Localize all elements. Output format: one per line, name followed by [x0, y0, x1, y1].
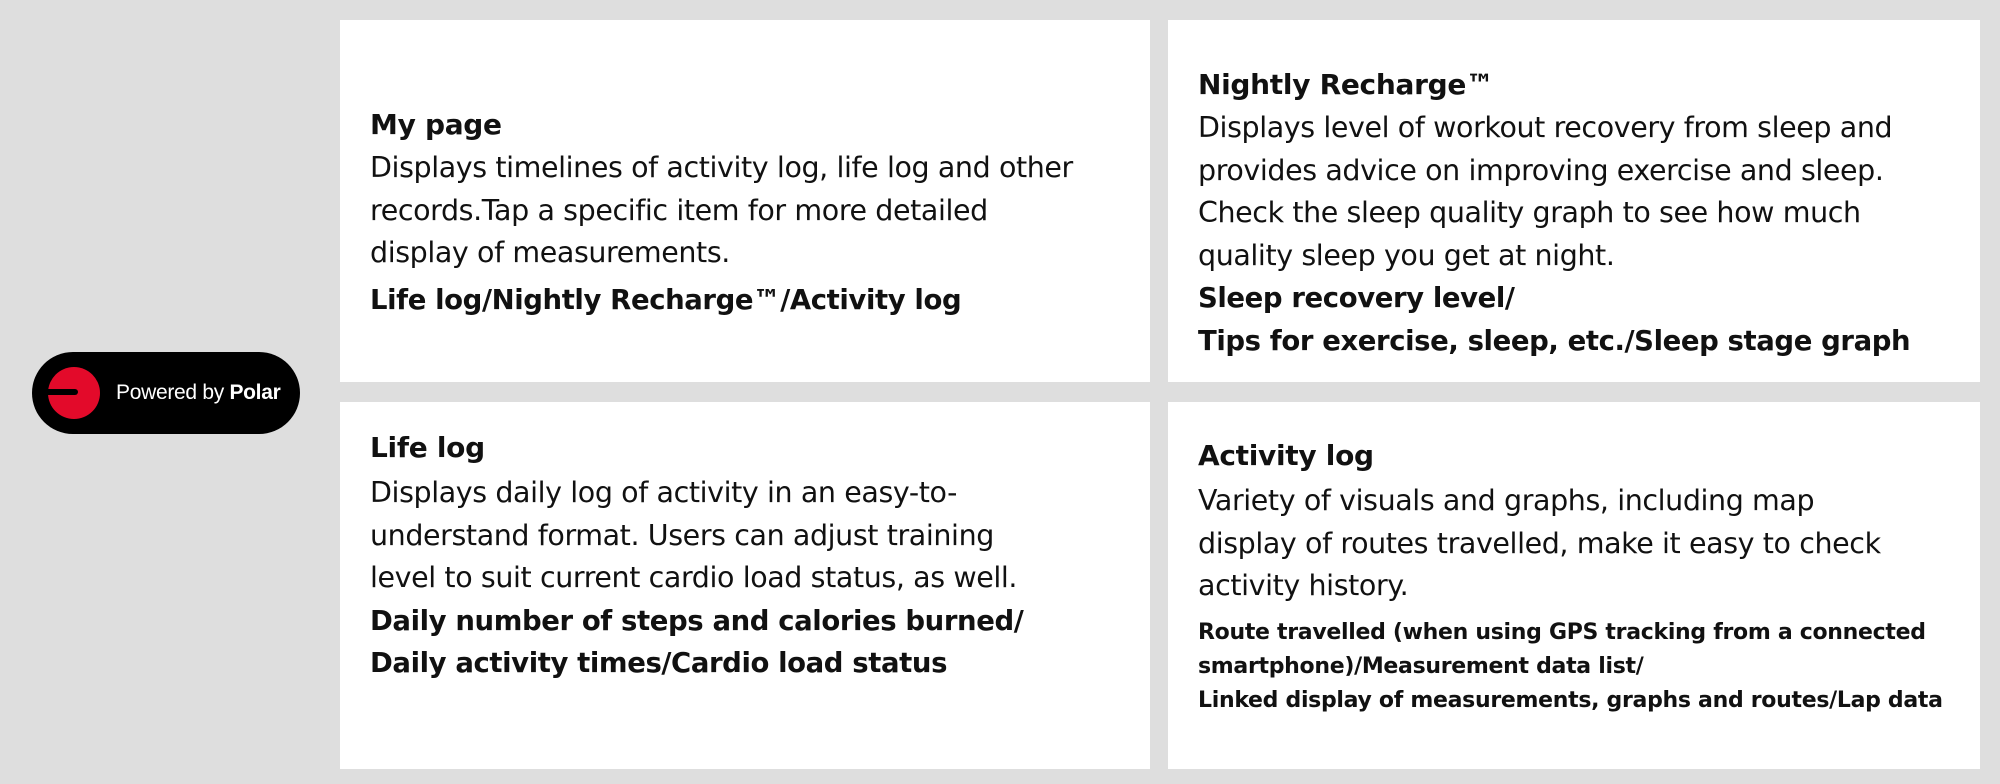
badge-brand: Polar: [229, 381, 281, 404]
life-log-title: Life log: [370, 431, 485, 464]
activity-log-card: [1168, 402, 1980, 769]
life-log-card: [340, 402, 1150, 769]
nightly-recharge-description: Displays level of workout recovery from sleep and provides advice on improving exercise and sleep. Check the sleep quality graph to see how much quality sleep you get at night.: [1198, 111, 1893, 272]
badge-prefix: Powered by: [116, 381, 230, 404]
nightly-recharge-card: [1168, 20, 1980, 382]
activity-log-title: Activity log: [1198, 439, 1374, 472]
my-page-description: Displays timelines of activity log, life log and other records.Tap a specific item for more detailed display of measurements.: [370, 151, 1073, 269]
my-page-title: My page: [370, 108, 502, 141]
activity-log-description: Variety of visuals and graphs, including map display of routes travelled, make it easy to check activity history.: [1198, 484, 1881, 602]
nightly-recharge-title: Nightly Recharge™: [1198, 68, 1494, 101]
my-page-features: Life log/Nightly Recharge™/Activity log: [370, 283, 962, 316]
life-log-description: Displays daily log of activity in an easy-to-understand format. Users can adjust training level to suit current cardio load status, as well.: [370, 476, 1018, 594]
my-page-card: [340, 20, 1150, 382]
nightly-recharge-features: Sleep recovery level/ Tips for exercise, sleep, etc./Sleep stage graph: [1198, 282, 1911, 357]
badge-text: [116, 381, 280, 405]
powered-by-polar-badge: [32, 352, 300, 434]
polar-logo-icon: [48, 367, 100, 419]
activity-log-features: Route travelled (when using GPS tracking from a connected smartphone)/Measurement data list/ Linked display of measurements, graphs and routes/Lap data: [1198, 619, 1943, 713]
life-log-features: Daily number of steps and calories burned/ Daily activity times/Cardio load status: [370, 604, 1024, 679]
